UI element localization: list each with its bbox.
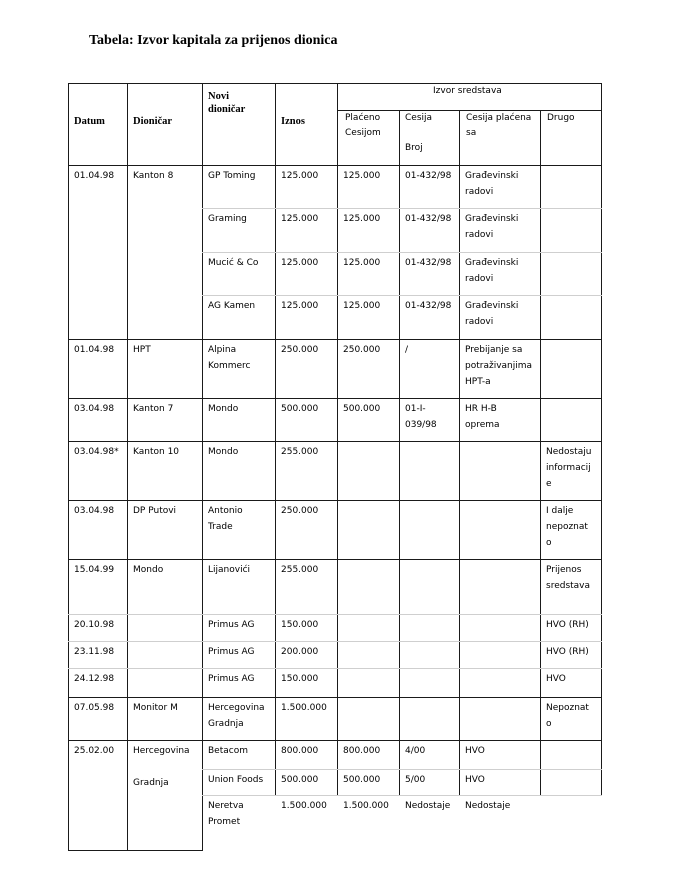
cell-novi: Alpina Kommerc	[208, 345, 251, 371]
row-divider	[202, 252, 602, 253]
cell-novi: Graming	[208, 214, 247, 224]
cell-novi: AG Kamen	[208, 301, 256, 311]
cell-dionicar: DP Putovi	[133, 506, 177, 516]
page-title: Tabela: Izvor kapitala za prijenos dionica	[89, 33, 338, 48]
row-divider	[202, 295, 602, 296]
row-divider	[68, 441, 602, 442]
cell-placeno: 125.000	[343, 214, 381, 224]
cell-placeno: 125.000	[343, 301, 381, 311]
row-divider	[68, 697, 602, 698]
cell-cesija_sa: Nedostaje	[465, 801, 511, 811]
table-border-bottom	[68, 850, 203, 851]
cell-broj: 01-432/98	[405, 301, 452, 311]
cell-broj: 01-432/98	[405, 214, 452, 224]
column-divider	[459, 110, 460, 796]
cell-iznos: 1.500.000	[281, 801, 327, 811]
cell-placeno: 250.000	[343, 345, 381, 355]
cell-drugo: HVO	[546, 674, 566, 684]
cell-iznos: 500.000	[281, 404, 319, 414]
cell-novi: Neretva Promet	[208, 801, 244, 827]
cell-datum: 23.11.98	[74, 647, 115, 657]
cell-novi: Lijanovići	[208, 565, 251, 575]
cell-iznos: 200.000	[281, 647, 319, 657]
cell-iznos: 250.000	[281, 345, 319, 355]
cell-datum: 01.04.98	[74, 345, 115, 355]
table-border-left	[68, 83, 69, 851]
row-divider	[68, 641, 602, 642]
header-drugo: Drugo	[547, 113, 575, 123]
cell-cesija_sa: Građevinski radovi	[465, 171, 519, 197]
cell-novi: Mondo	[208, 447, 239, 457]
cell-broj: Nedostaje	[405, 801, 451, 811]
cell-placeno: 125.000	[343, 258, 381, 268]
cell-cesija_sa: HVO	[465, 775, 485, 785]
header-izvor-sredstava: Izvor sredstava	[433, 86, 502, 96]
cell-cesija_sa: Prebijanje sa potraživanjima HPT-a	[465, 345, 533, 387]
row-divider	[68, 500, 602, 501]
row-divider	[202, 769, 602, 770]
header-dionicar: Dioničar	[133, 116, 173, 127]
row-divider	[68, 740, 602, 741]
cell-placeno: 800.000	[343, 746, 381, 756]
cell-datum: 01.04.98	[74, 171, 115, 181]
cell-iznos: 125.000	[281, 214, 319, 224]
cell-cesija_sa: Građevinski radovi	[465, 214, 519, 240]
cell-datum: 15.04.99	[74, 565, 115, 575]
row-divider	[68, 614, 602, 615]
row-divider	[202, 795, 602, 796]
cell-iznos: 500.000	[281, 775, 319, 785]
cell-dionicar: Kanton 7	[133, 404, 174, 414]
cell-broj: 01-432/98	[405, 171, 452, 181]
cell-novi: Primus AG	[208, 647, 255, 657]
cell-datum: 03.04.98	[74, 506, 115, 516]
cell-novi: Primus AG	[208, 674, 255, 684]
header-novi-dionicar: Novi dioničar	[208, 91, 246, 115]
cell-broj: 4/00	[405, 746, 426, 756]
cell-cesija_sa: Građevinski radovi	[465, 301, 519, 327]
cell-datum: 25.02.00	[74, 746, 115, 756]
table-border-right	[601, 83, 602, 796]
row-divider	[68, 339, 602, 340]
row-divider	[68, 398, 602, 399]
column-divider	[540, 110, 541, 796]
row-divider	[68, 668, 602, 669]
column-divider	[202, 83, 203, 851]
cell-novi: Antonio Trade	[208, 506, 243, 532]
cell-iznos: 800.000	[281, 746, 319, 756]
cell-dionicar: Mondo	[133, 565, 164, 575]
cell-dionicar: Hercegovina Gradnja	[133, 746, 190, 788]
cell-drugo: Nedostaju informacij e	[546, 447, 592, 489]
cell-cesija_sa: Građevinski radovi	[465, 258, 519, 284]
cell-datum: 07.05.98	[74, 703, 115, 713]
cell-dionicar: HPT	[133, 345, 151, 355]
cell-iznos: 150.000	[281, 674, 319, 684]
cell-iznos: 150.000	[281, 620, 319, 630]
row-divider	[68, 559, 602, 560]
cell-novi: Union Foods	[208, 775, 264, 785]
header-datum: Datum	[74, 116, 105, 127]
cell-iznos: 125.000	[281, 171, 319, 181]
cell-datum: 24.12.98	[74, 674, 115, 684]
cell-novi: Primus AG	[208, 620, 255, 630]
column-divider	[127, 83, 128, 851]
cell-iznos: 250.000	[281, 506, 319, 516]
cell-novi: Hercegovina Gradnja	[208, 703, 265, 729]
cell-broj: 01-I- 039/98	[405, 404, 437, 430]
cell-iznos: 125.000	[281, 258, 319, 268]
cell-placeno: 125.000	[343, 171, 381, 181]
column-divider	[399, 110, 400, 796]
cell-iznos: 1.500.000	[281, 703, 327, 713]
column-divider	[275, 83, 276, 796]
cell-dionicar: Kanton 10	[133, 447, 180, 457]
cell-dionicar: Kanton 8	[133, 171, 174, 181]
cell-drugo: HVO (RH)	[546, 647, 589, 657]
cell-placeno: 1.500.000	[343, 801, 389, 811]
cell-cesija_sa: HR H-B oprema	[465, 404, 500, 430]
header-cesija-broj: Cesija Broj	[405, 113, 433, 153]
cell-cesija_sa: HVO	[465, 746, 485, 756]
cell-novi: Betacom	[208, 746, 248, 756]
cell-placeno: 500.000	[343, 775, 381, 785]
cell-iznos: 125.000	[281, 301, 319, 311]
row-divider	[202, 208, 602, 209]
cell-datum: 03.04.98*	[74, 447, 119, 457]
cell-dionicar: Monitor M	[133, 703, 178, 713]
cell-datum: 20.10.98	[74, 620, 115, 630]
cell-broj: /	[405, 345, 409, 355]
cell-broj: 5/00	[405, 775, 426, 785]
cell-drugo: I dalje nepoznat o	[546, 506, 588, 548]
cell-iznos: 255.000	[281, 447, 319, 457]
header-iznos: Iznos	[281, 116, 305, 127]
cell-datum: 03.04.98	[74, 404, 115, 414]
header-bottom-line	[68, 165, 602, 166]
cell-novi: GP Toming	[208, 171, 256, 181]
cell-novi: Mondo	[208, 404, 239, 414]
header-placeno-cesijom: Plaćeno Cesijom	[345, 113, 381, 138]
cell-novi: Mucić & Co	[208, 258, 259, 268]
header-cesija-placena-sa: Cesija plaćena sa	[466, 113, 532, 138]
cell-drugo: Prijenos sredstava	[546, 565, 591, 591]
column-divider	[337, 83, 338, 796]
cell-broj: 01-432/98	[405, 258, 452, 268]
cell-iznos: 255.000	[281, 565, 319, 575]
cell-drugo: HVO (RH)	[546, 620, 589, 630]
cell-drugo: Nepoznat o	[546, 703, 589, 729]
cell-placeno: 500.000	[343, 404, 381, 414]
